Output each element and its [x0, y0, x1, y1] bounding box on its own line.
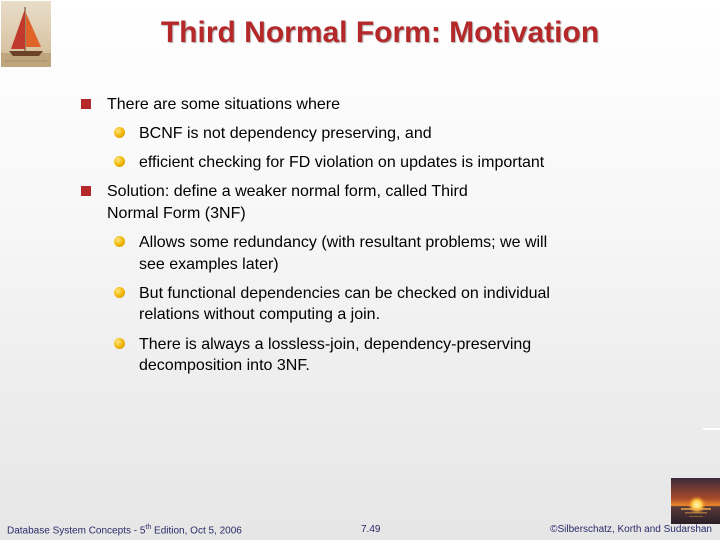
footer-page-number: 7.49: [361, 524, 381, 535]
bullet-1-sub-1: BCNF is not dependency preserving, and: [139, 125, 432, 142]
bullet-2-sub-1-line2: see examples later): [139, 256, 279, 273]
bullet-1-text: There are some situations where: [107, 96, 340, 113]
bullet-2-text-line1: Solution: define a weaker normal form, called Third: [107, 183, 468, 200]
bullet-2-sub-3-line2: decomposition into 3NF.: [139, 357, 310, 374]
round-bullet-icon: [114, 338, 125, 349]
bullet-2-text-line2: Normal Form (3NF): [107, 205, 246, 222]
round-bullet-icon: [114, 156, 125, 167]
round-bullet-icon: [114, 236, 125, 247]
footer-book-suffix: Edition, Oct 5, 2006: [151, 525, 242, 537]
edge-mark: [703, 428, 720, 430]
footer-book-sup: th: [145, 524, 152, 531]
square-bullet-icon: [81, 186, 91, 196]
round-bullet-icon: [114, 127, 125, 138]
bullet-2-sub-2-line1: But functional dependencies can be checked on individual: [139, 285, 550, 302]
bullet-1-sub-2: efficient checking for FD violation on updates is important: [139, 154, 545, 171]
bullet-2-sub-1-line1: Allows some redundancy (with resultant problems; we will: [139, 234, 548, 251]
square-bullet-icon: [81, 99, 91, 109]
footer-book-info: [7, 524, 242, 536]
bullet-2-sub-2-line2: relations without computing a join.: [139, 306, 381, 323]
bullet-2-sub-3-line1: There is always a lossless-join, dependency-preserving: [139, 336, 532, 353]
footer-copyright: ©Silberschatz, Korth and Sudarshan: [550, 524, 712, 535]
footer-book-prefix: Database System Concepts - 5: [7, 525, 146, 537]
sunset-icon: [671, 478, 720, 524]
slide-title: Third Normal Form: Motivation: [160, 16, 600, 49]
round-bullet-icon: [114, 287, 125, 298]
